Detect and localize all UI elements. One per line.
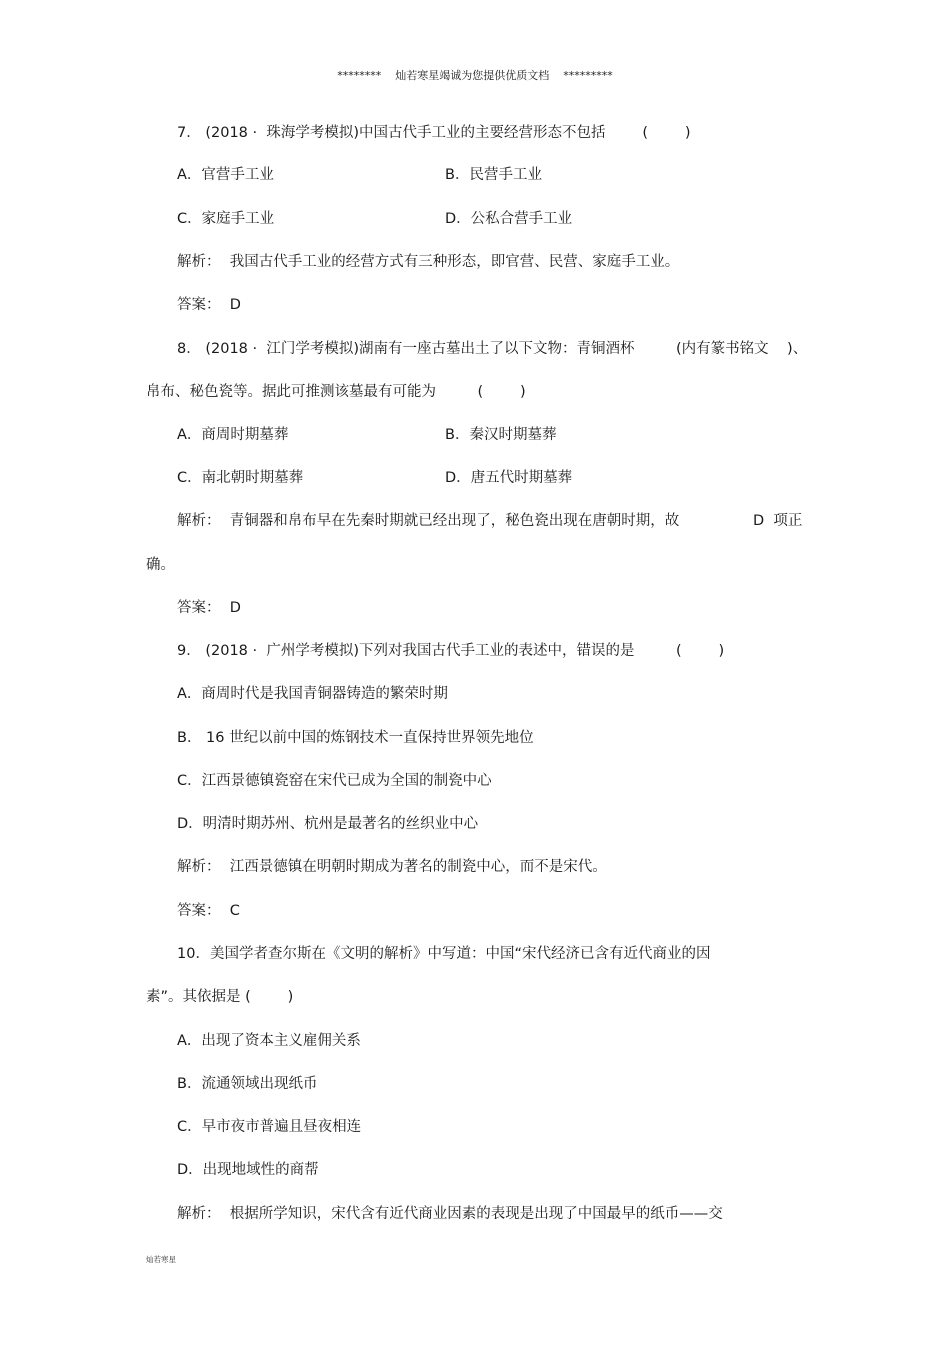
q7-option-a: A．官营手工业 <box>177 167 274 183</box>
page-header: ******** 灿若寒星竭诚为您提供优质文档 ********* <box>337 69 613 82</box>
q10-option-c: C．早市夜市普遍且昼夜相连 <box>177 1119 362 1135</box>
q8-option-c: C．南北朝时期墓葬 <box>177 470 304 486</box>
q7-option-b: B．民营手工业 <box>445 167 542 183</box>
q7-stem: 7． (2018 · 珠海学考模拟)中国古代手工业的主要经营形态不包括 ( ) <box>177 125 691 141</box>
q10-option-a: A．出现了资本主义雇佣关系 <box>177 1033 361 1049</box>
q10-option-d: D．出现地域性的商帮 <box>177 1162 319 1178</box>
q8-analysis-tail: D 项正 <box>753 513 803 529</box>
q9-option-b: B． 16 世纪以前中国的炼钢技术一直保持世界领先地位 <box>177 730 534 746</box>
q8-stem-line1: 8． (2018 · 江门学考模拟)湖南有一座古墓出土了以下文物：青铜酒杯 (内有篆书铭文 )、 <box>177 341 808 357</box>
q10-stem-line1: 10．美国学者查尔斯在《文明的解析》中写道：中国“宋代经济已含有近代商业的因 <box>177 946 711 962</box>
q8-option-d: D．唐五代时期墓葬 <box>445 470 573 486</box>
q9-stem: 9． (2018 · 广州学考模拟)下列对我国古代手工业的表述中，错误的是 ( ) <box>177 643 725 659</box>
q9-option-c: C．江西景德镇瓷窑在宋代已成为全国的制瓷中心 <box>177 773 492 789</box>
q8-option-b: B．秦汉时期墓葬 <box>445 427 557 443</box>
page-footer: 灿若寒星 <box>146 1255 176 1264</box>
q9-analysis: 解析： 江西景德镇在明朝时期成为著名的制瓷中心，而不是宋代。 <box>177 859 607 875</box>
q8-answer: 答案： D <box>177 600 241 616</box>
q7-answer: 答案： D <box>177 297 241 313</box>
q10-stem-line2: 素”。其依据是 ( ) <box>146 989 294 1005</box>
q8-option-a: A．商周时期墓葬 <box>177 427 289 443</box>
q8-analysis-line2: 确。 <box>146 557 175 573</box>
q7-option-d: D．公私合营手工业 <box>445 211 573 227</box>
q9-option-a: A．商周时代是我国青铜器铸造的繁荣时期 <box>177 686 448 702</box>
q9-option-d: D．明清时期苏州、杭州是最著名的丝织业中心 <box>177 816 479 832</box>
q8-stem-line2: 帛布、秘色瓷等。据此可推测该墓最有可能为 ( ) <box>146 384 526 400</box>
q8-analysis-line1: 解析： 青铜器和帛布早在先秦时期就已经出现了，秘色瓷出现在唐朝时期，故 <box>177 513 680 529</box>
q9-answer: 答案： C <box>177 903 240 919</box>
q10-analysis: 解析： 根据所学知识，宋代含有近代商业因素的表现是出现了中国最早的纸币——交 <box>177 1206 723 1222</box>
q7-option-c: C．家庭手工业 <box>177 211 275 227</box>
q10-option-b: B．流通领域出现纸币 <box>177 1076 318 1092</box>
q7-analysis: 解析： 我国古代手工业的经营方式有三种形态，即官营、民营、家庭手工业。 <box>177 254 680 270</box>
